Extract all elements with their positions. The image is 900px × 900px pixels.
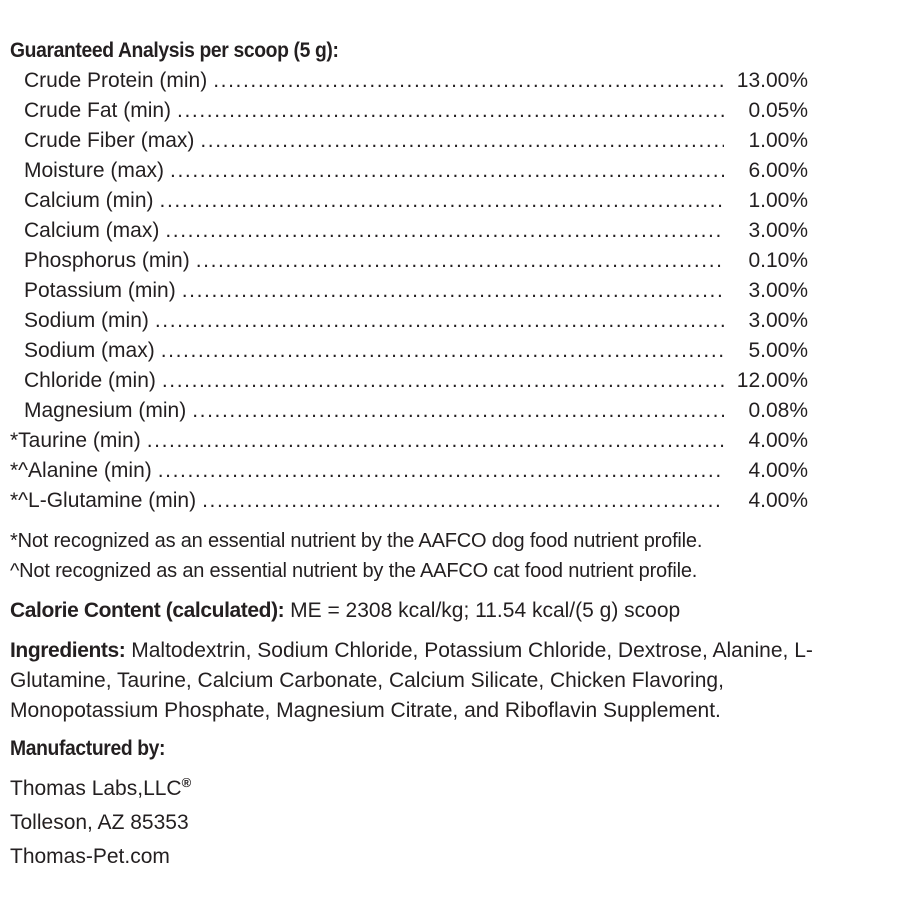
dot-leader	[160, 186, 724, 216]
ingredients-text: Maltodextrin, Sodium Chloride, Potassium Chloride, Dextrose, Alanine, L-Glutamine, Taurine, Calcium Carbonate, Calcium Silicate, Chicken Flavoring, Monopotassium Phosphate, Magnesium Citrate, and Riboflavin Supplement.	[10, 639, 813, 722]
ingredients-label: Ingredients:	[10, 639, 126, 662]
nutrient-value: 0.10%	[748, 249, 808, 272]
manufacturer-company: Thomas Labs,LLC	[10, 777, 182, 800]
analysis-row	[10, 156, 808, 186]
nutrient-value: 13.00%	[736, 69, 808, 92]
nutrient-name: Calcium (max)	[24, 219, 160, 242]
footnote-dog: *Not recognized as an essential nutrient by the AAFCO dog food nutrient profile.	[10, 530, 703, 552]
footnotes	[10, 526, 890, 586]
dot-leader	[192, 396, 724, 426]
calorie-label: Calorie Content (calculated):	[10, 599, 285, 622]
dot-leader	[202, 486, 724, 516]
manufacturer-website: Thomas-Pet.com	[10, 845, 170, 868]
footnote-cat: ^Not recognized as an essential nutrient by the AAFCO cat food nutrient profile.	[10, 560, 698, 582]
nutrient-name: Chloride (min)	[24, 369, 156, 392]
nutrient-value: 4.00%	[748, 459, 808, 482]
nutrition-label	[10, 36, 890, 874]
dot-leader	[177, 96, 724, 126]
nutrient-value: 5.00%	[748, 339, 808, 362]
guaranteed-analysis-heading	[10, 36, 890, 66]
nutrient-value: 3.00%	[748, 309, 808, 332]
calorie-text: ME = 2308 kcal/kg; 11.54 kcal/(5 g) scoop	[284, 599, 681, 622]
nutrient-value: 1.00%	[748, 189, 808, 212]
nutrient-name: Potassium (min)	[24, 279, 176, 302]
ingredients-block	[10, 636, 840, 726]
dot-leader	[200, 126, 724, 156]
analysis-row	[10, 336, 808, 366]
analysis-row	[10, 216, 808, 246]
calorie-content	[10, 596, 890, 626]
dot-leader	[147, 426, 724, 456]
analysis-row	[10, 486, 808, 516]
dot-leader	[170, 156, 724, 186]
registered-mark: ®	[181, 775, 192, 790]
nutrient-value: 3.00%	[748, 219, 808, 242]
nutrient-name: Moisture (max)	[24, 159, 165, 182]
nutrient-value: 6.00%	[748, 159, 808, 182]
dot-leader	[158, 456, 724, 486]
nutrient-value: 4.00%	[748, 489, 808, 512]
nutrient-value: 1.00%	[748, 129, 808, 152]
nutrient-name: *Taurine (min)	[10, 429, 141, 452]
nutrient-value: 0.05%	[748, 99, 808, 122]
manufacturer-label: Manufactured by:	[10, 737, 166, 760]
analysis-row	[10, 306, 808, 336]
nutrient-value: 3.00%	[748, 279, 808, 302]
dot-leader	[196, 246, 724, 276]
nutrient-name: Calcium (min)	[24, 189, 154, 212]
nutrient-name: Sodium (max)	[24, 339, 155, 362]
analysis-row	[10, 96, 808, 126]
nutrient-name: *^L-Glutamine (min)	[10, 489, 197, 512]
analysis-row	[10, 246, 808, 276]
dot-leader	[155, 306, 724, 336]
nutrient-name: Sodium (min)	[24, 309, 149, 332]
nutrient-name: *^Alanine (min)	[10, 459, 152, 482]
guaranteed-analysis-list	[10, 66, 808, 516]
analysis-row	[10, 66, 808, 96]
nutrient-value: 12.00%	[736, 369, 808, 392]
nutrient-value: 4.00%	[748, 429, 808, 452]
analysis-row	[10, 126, 808, 156]
analysis-row	[10, 426, 808, 456]
guaranteed-analysis-title: Guaranteed Analysis per scoop (5 g):	[10, 39, 339, 62]
dot-leader	[161, 336, 724, 366]
analysis-row	[10, 456, 808, 486]
manufacturer-company-line	[10, 766, 890, 806]
manufacturer-city: Tolleson, AZ 85353	[10, 811, 189, 834]
dot-leader	[213, 66, 724, 96]
nutrient-name: Crude Protein (min)	[24, 69, 208, 92]
analysis-row	[10, 366, 808, 396]
dot-leader	[182, 276, 724, 306]
nutrient-name: Phosphorus (min)	[24, 249, 190, 272]
analysis-row	[10, 396, 808, 426]
nutrient-value: 0.08%	[748, 399, 808, 422]
nutrient-name: Magnesium (min)	[24, 399, 187, 422]
dot-leader	[165, 216, 724, 246]
analysis-row	[10, 186, 808, 216]
nutrient-name: Crude Fat (min)	[24, 99, 172, 122]
analysis-row	[10, 276, 808, 306]
dot-leader	[162, 366, 724, 396]
manufacturer-block	[10, 732, 890, 874]
nutrient-name: Crude Fiber (max)	[24, 129, 195, 152]
